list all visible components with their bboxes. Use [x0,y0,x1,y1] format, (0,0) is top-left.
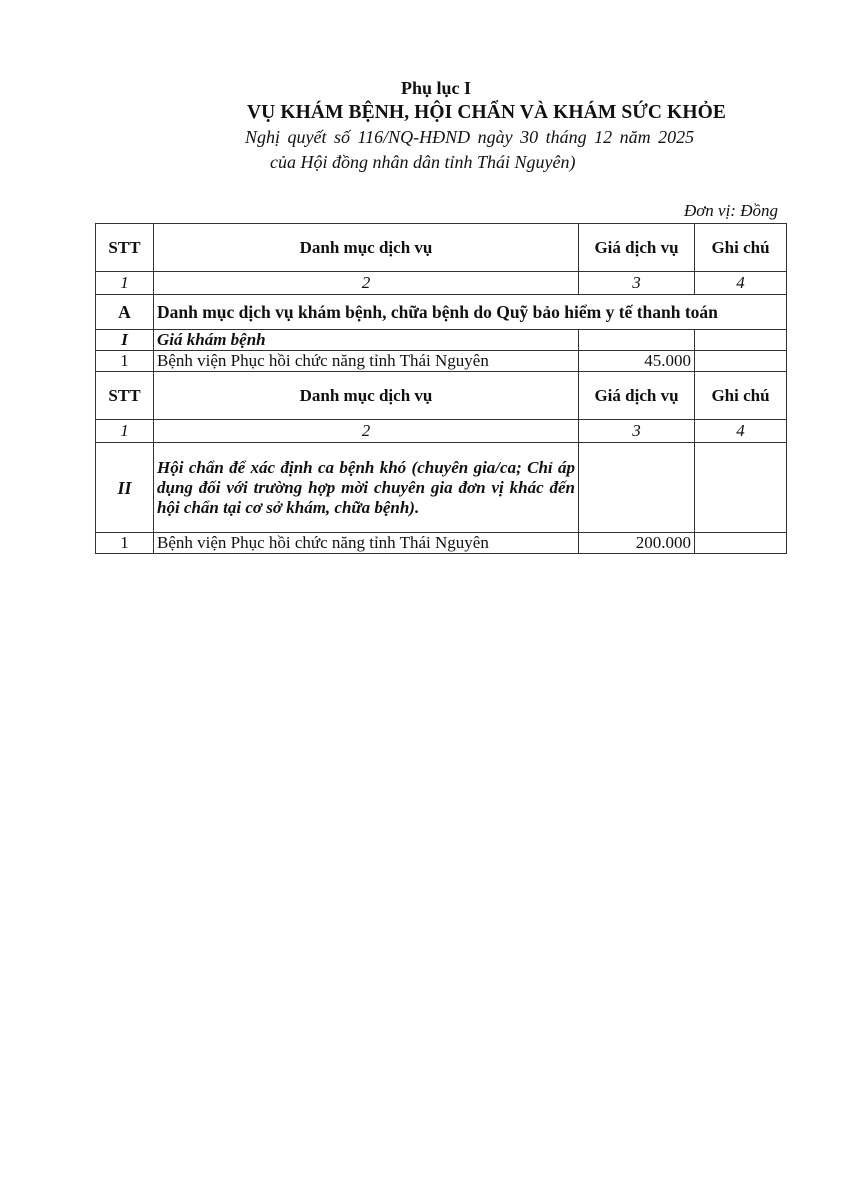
column-number: 3 [579,420,695,443]
row-price: 45.000 [579,351,695,372]
group-2-row [96,443,787,533]
council-reference: của Hội đồng nhân dân tỉnh Thái Nguyên) [270,152,576,172]
header-note: Ghi chú [695,224,787,272]
table-row [96,351,787,372]
column-number: 3 [579,272,695,295]
column-number-row [96,272,787,295]
group-2-label: Hội chẩn để xác định ca bệnh khó (chuyên gia/ca; Chỉ áp dụng đối với trường hợp mời chuyên gia đơn vị khác đến hội chẩn tại cơ sở khám, chữa bệnh). [154,443,579,533]
table-row [96,533,787,554]
column-number: 2 [154,272,579,295]
row-service-name: Bệnh viện Phục hồi chức năng tỉnh Thái Nguyên [154,351,579,372]
column-number: 2 [154,420,579,443]
group-2-stt: II [96,443,154,533]
group-1-row [96,330,787,351]
column-number: 1 [96,272,154,295]
row-note [695,351,787,372]
resolution-reference: Nghị quyết số 116/NQ-HĐND ngày 30 tháng 12 năm 2025 [245,127,695,147]
group-2-note [695,443,787,533]
header-service: Danh mục dịch vụ [154,372,579,420]
section-a-label: Danh mục dịch vụ khám bệnh, chữa bệnh do Quỹ bảo hiểm y tế thanh toán [154,295,787,330]
header-note: Ghi chú [695,372,787,420]
group-1-note [695,330,787,351]
table-header-row [96,224,787,272]
row-stt: 1 [96,533,154,554]
currency-unit: Đơn vị: Đồng [683,201,778,220]
group-2-price [579,443,695,533]
row-note [695,533,787,554]
header-price: Giá dịch vụ [579,224,695,272]
table-header-row-repeat [96,372,787,420]
document-title: VỤ KHÁM BỆNH, HỘI CHẨN VÀ KHÁM SỨC KHỎE [247,102,726,123]
price-table [95,223,787,554]
column-number-row-repeat [96,420,787,443]
row-service-name: Bệnh viện Phục hồi chức năng tỉnh Thái Nguyên [154,533,579,554]
group-1-price [579,330,695,351]
appendix-label: Phụ lục I [401,78,472,98]
column-number: 4 [695,420,787,443]
group-1-stt: I [96,330,154,351]
header-stt: STT [96,372,154,420]
column-number: 4 [695,272,787,295]
header-service: Danh mục dịch vụ [154,224,579,272]
column-number: 1 [96,420,154,443]
header-stt: STT [96,224,154,272]
row-stt: 1 [96,351,154,372]
group-1-label: Giá khám bệnh [154,330,579,351]
section-a-stt: A [96,295,154,330]
header-price: Giá dịch vụ [579,372,695,420]
section-a-row [96,295,787,330]
row-price: 200.000 [579,533,695,554]
